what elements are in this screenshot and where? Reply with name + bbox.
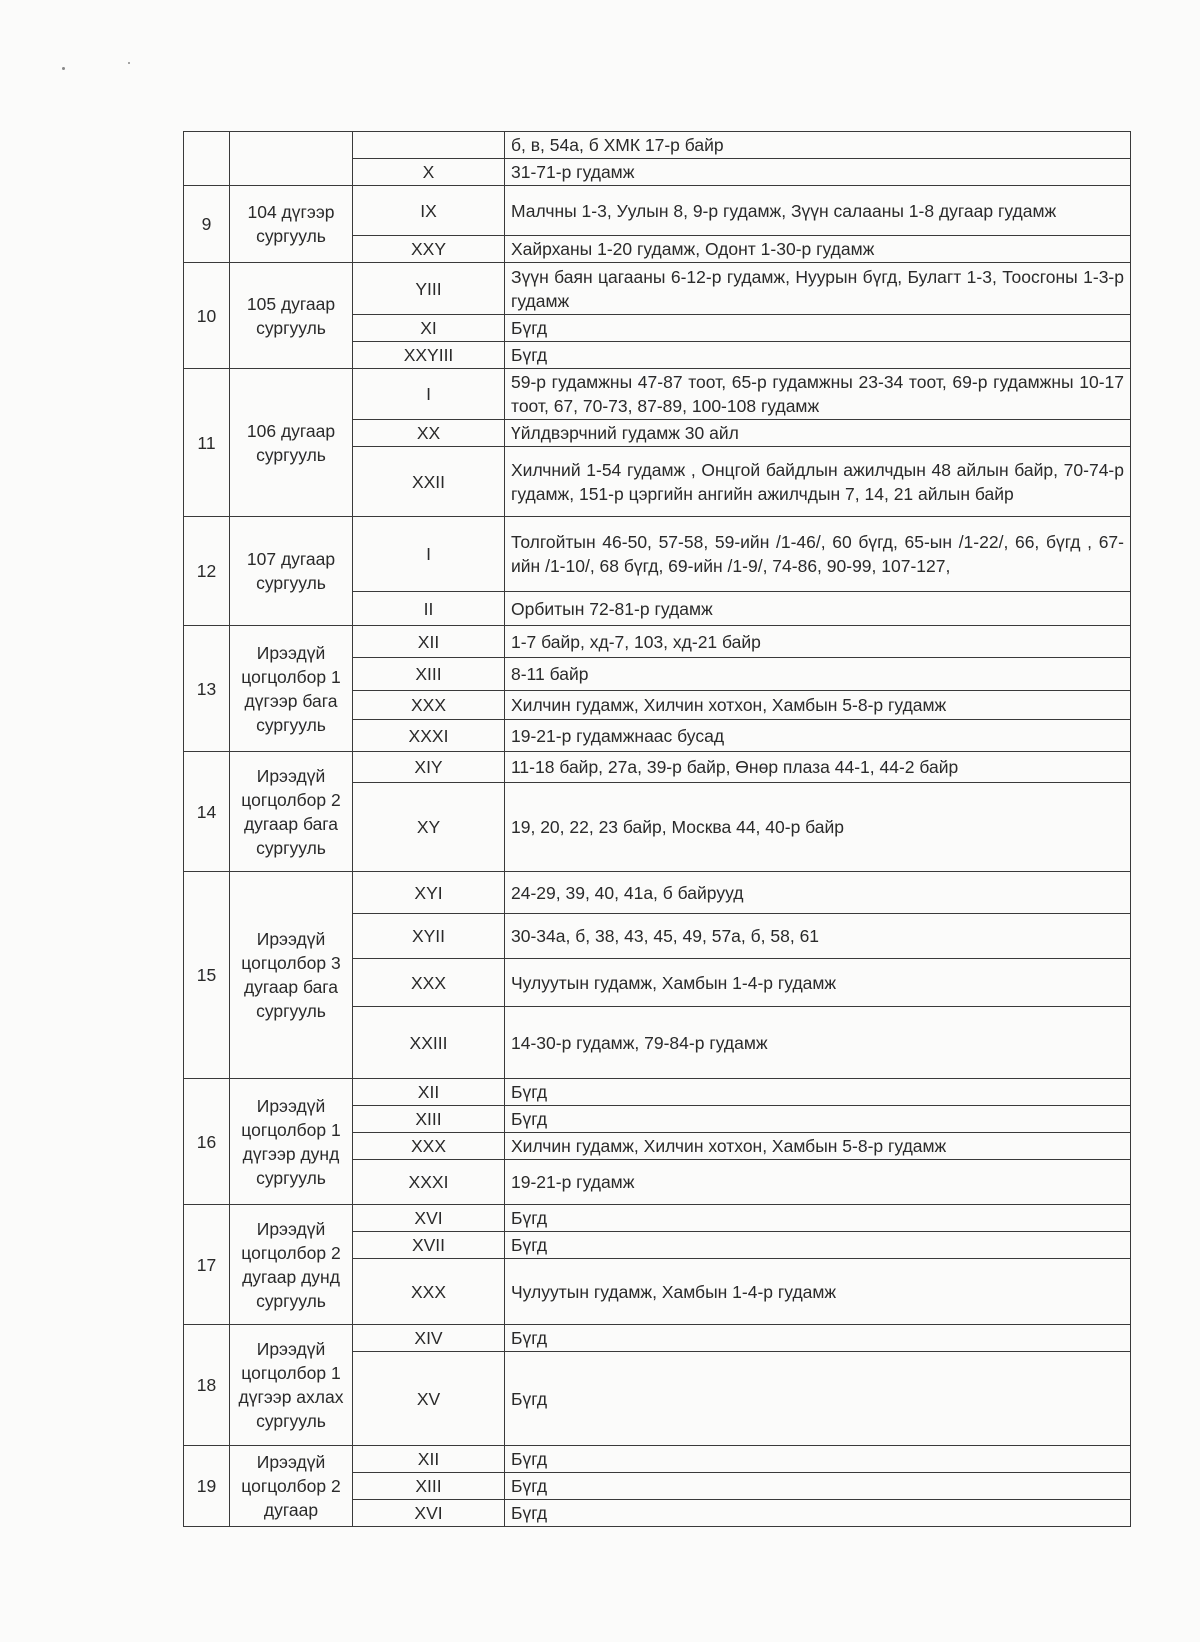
khoroo-cell: XVI [353,1205,505,1232]
streets-cell: 59-р гудамжны 47-87 тоот, 65-р гудамжны 23-34 тоот, 69-р гудамжны 10-17 тоот, 67, 70-73, 87-89, 100-108 гудамж [505,369,1131,420]
school-name-cell: Ирээдүй цогцолбор 2 дугаар дунд сургууль [230,1205,353,1325]
khoroo-cell: XIV [353,1325,505,1352]
khoroo-cell: XXXI [353,720,505,752]
table-row [184,626,1131,658]
table-row [184,517,1131,592]
table-row [184,752,1131,783]
streets-cell: 19, 20, 22, 23 байр, Москва 44, 40-р байр [505,783,1131,872]
table-row [184,872,1131,914]
table-row [184,1205,1131,1232]
streets-cell: б, в, 54а, б ХМК 17-р байр [505,132,1131,159]
streets-cell: Чулуутын гудамж, Хамбын 1-4-р гудамж [505,959,1131,1007]
streets-cell: 11-18 байр, 27а, 39-р байр, Өнөр плаза 44-1, 44-2 байр [505,752,1131,783]
streets-cell: Толгойтын 46-50, 57-58, 59-ийн /1-46/, 60 бүгд, 65-ын /1-22/, 66, бүгд , 67-ийн /1-10/, 68 бүгд, 69-ийн /1-9/, 74-86, 90-99, 107-127, [505,517,1131,592]
khoroo-cell: XI [353,315,505,342]
khoroo-cell: XXX [353,691,505,720]
khoroo-cell: XXXI [353,1160,505,1205]
khoroo-cell: XII [353,626,505,658]
school-name-cell: 106 дугаар сургууль [230,369,353,517]
school-name-cell [230,132,353,186]
streets-cell: Бүгд [505,1352,1131,1446]
row-number-cell: 16 [184,1079,230,1205]
streets-cell: Бүгд [505,1446,1131,1473]
row-number-cell: 14 [184,752,230,872]
khoroo-cell: XXY [353,236,505,263]
khoroo-cell: XXYIII [353,342,505,369]
khoroo-cell: XX [353,420,505,447]
school-zone-table-body [184,132,1131,1527]
streets-cell: Бүгд [505,1205,1131,1232]
khoroo-cell: XII [353,1446,505,1473]
table-row [184,369,1131,420]
row-number-cell: 9 [184,186,230,263]
streets-cell: Чулуутын гудамж, Хамбын 1-4-р гудамж [505,1259,1131,1325]
streets-cell: Бүгд [505,342,1131,369]
school-name-cell: Ирээдүй цогцолбор 1 дүгээр дунд сургууль [230,1079,353,1205]
khoroo-cell: XXX [353,1259,505,1325]
school-name-cell: Ирээдүй цогцолбор 1 дүгээр ахлах сургууль [230,1325,353,1446]
school-name-cell: Ирээдүй цогцолбор 2 дугаар бага сургууль [230,752,353,872]
school-name-cell: 104 дүгээр сургууль [230,186,353,263]
streets-cell: Бүгд [505,315,1131,342]
streets-cell: Бүгд [505,1325,1131,1352]
streets-cell: Бүгд [505,1500,1131,1527]
school-zone-table [183,131,1131,1527]
streets-cell: Орбитын 72-81-р гудамж [505,592,1131,626]
school-name-cell: Ирээдүй цогцолбор 2 дугаар [230,1446,353,1527]
khoroo-cell: XY [353,783,505,872]
row-number-cell: 12 [184,517,230,626]
school-name-cell: Ирээдүй цогцолбор 1 дүгээр бага сургууль [230,626,353,752]
scan-speck [62,67,65,70]
khoroo-cell: XVII [353,1232,505,1259]
streets-cell: Малчны 1-3, Уулын 8, 9-р гудамж, Зүүн салааны 1-8 дугаар гудамж [505,186,1131,236]
khoroo-cell: XYI [353,872,505,914]
table-row [184,1325,1131,1352]
streets-cell: Үйлдвэрчний гудамж 30 айл [505,420,1131,447]
streets-cell: Бүгд [505,1106,1131,1133]
khoroo-cell: XIII [353,1106,505,1133]
khoroo-cell: XXIII [353,1007,505,1079]
streets-cell: 24-29, 39, 40, 41а, б байрууд [505,872,1131,914]
row-number-cell: 11 [184,369,230,517]
streets-cell: Бүгд [505,1232,1131,1259]
table-row [184,263,1131,315]
khoroo-cell: XXX [353,959,505,1007]
streets-cell: 19-21-р гудамж [505,1160,1131,1205]
row-number-cell: 10 [184,263,230,369]
school-name-cell: 105 дугаар сургууль [230,263,353,369]
streets-cell: 8-11 байр [505,658,1131,691]
row-number-cell: 15 [184,872,230,1079]
school-name-cell: Ирээдүй цогцолбор 3 дугаар бага сургууль [230,872,353,1079]
khoroo-cell: IX [353,186,505,236]
khoroo-cell: XIII [353,1473,505,1500]
streets-cell: 1-7 байр, хд-7, 103, хд-21 байр [505,626,1131,658]
scan-speck [128,62,130,64]
khoroo-cell: I [353,517,505,592]
streets-cell: 19-21-р гудамжнаас бусад [505,720,1131,752]
khoroo-cell: XIII [353,658,505,691]
table-row [184,186,1131,236]
khoroo-cell: XII [353,1079,505,1106]
khoroo-cell: I [353,369,505,420]
streets-cell: Бүгд [505,1079,1131,1106]
table-row [184,1446,1131,1473]
streets-cell: 14-30-р гудамж, 79-84-р гудамж [505,1007,1131,1079]
streets-cell: Бүгд [505,1473,1131,1500]
streets-cell: Хайрханы 1-20 гудамж, Одонт 1-30-р гудамж [505,236,1131,263]
khoroo-cell: XXII [353,447,505,517]
school-name-cell: 107 дугаар сургууль [230,517,353,626]
khoroo-cell: XYII [353,914,505,959]
streets-cell: 31-71-р гудамж [505,159,1131,186]
row-number-cell: 19 [184,1446,230,1527]
streets-cell: Хилчин гудамж, Хилчин хотхон, Хамбын 5-8-р гудамж [505,1133,1131,1160]
khoroo-cell: XVI [353,1500,505,1527]
streets-cell: Зүүн баян цагааны 6-12-р гудамж, Нуурын бүгд, Булагт 1-3, Тоосгоны 1-3-р гудамж [505,263,1131,315]
streets-cell: Хилчний 1-54 гудамж , Онцгой байдлын ажилчдын 48 айлын байр, 70-74-р гудамж, 151-р цэргийн ангийн ажилчдын 7, 14, 21 айлын байр [505,447,1131,517]
khoroo-cell: XV [353,1352,505,1446]
table-row [184,1079,1131,1106]
khoroo-cell [353,132,505,159]
khoroo-cell: YIII [353,263,505,315]
row-number-cell [184,132,230,186]
streets-cell: Хилчин гудамж, Хилчин хотхон, Хамбын 5-8-р гудамж [505,691,1131,720]
row-number-cell: 18 [184,1325,230,1446]
khoroo-cell: II [353,592,505,626]
row-number-cell: 17 [184,1205,230,1325]
streets-cell: 30-34а, б, 38, 43, 45, 49, 57а, б, 58, 61 [505,914,1131,959]
khoroo-cell: X [353,159,505,186]
khoroo-cell: XIY [353,752,505,783]
row-number-cell: 13 [184,626,230,752]
table-row [184,132,1131,159]
khoroo-cell: XXX [353,1133,505,1160]
